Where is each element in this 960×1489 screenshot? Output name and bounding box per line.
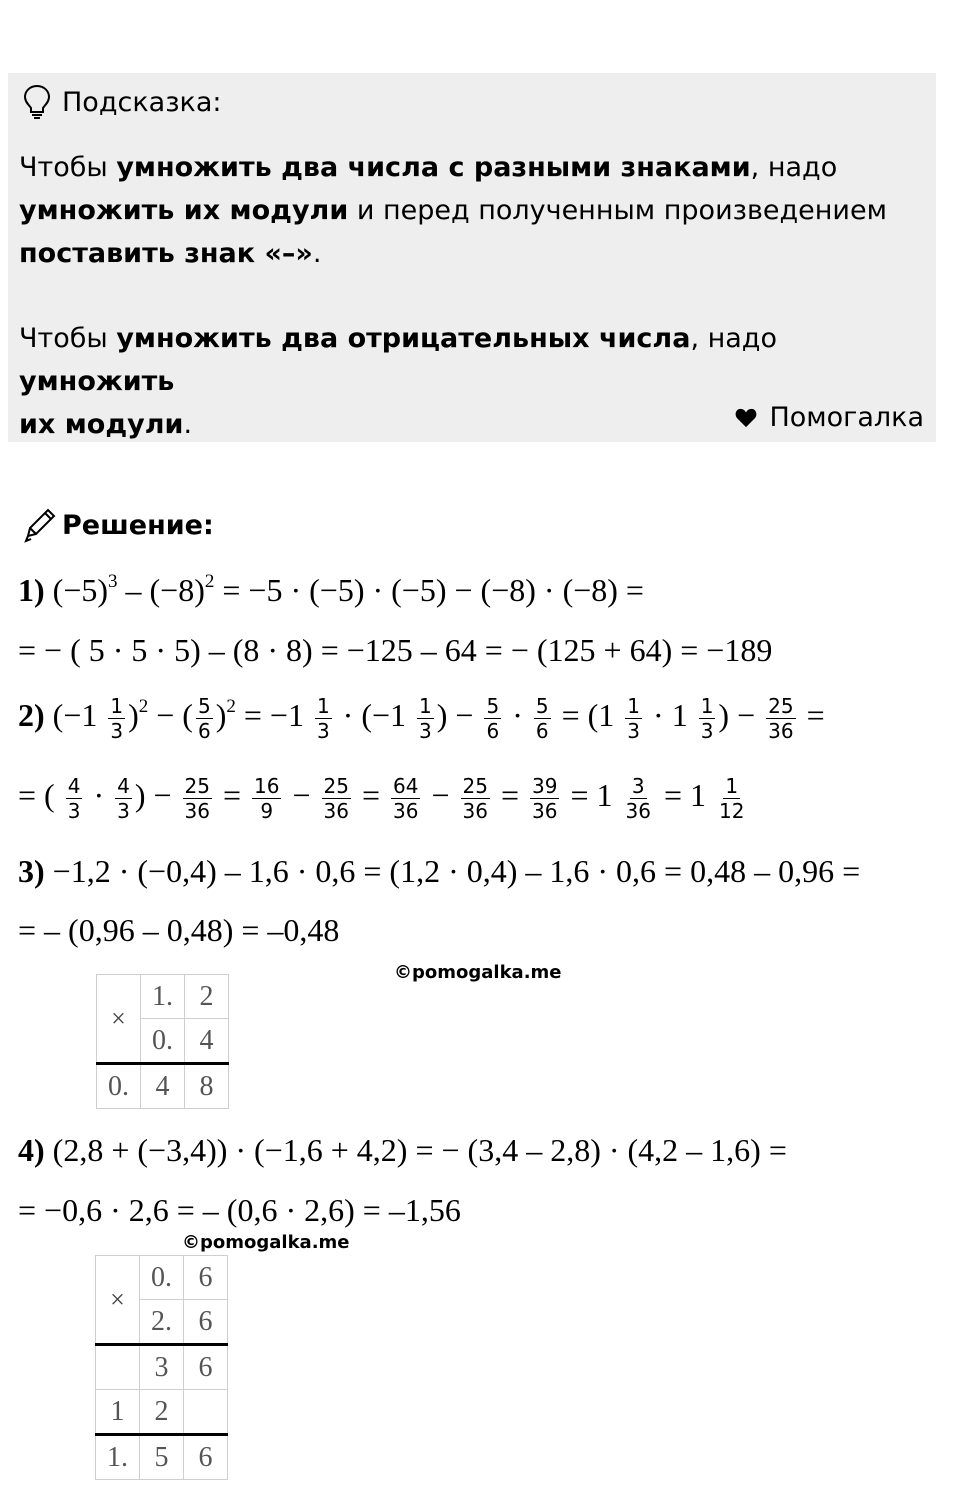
- calc-digit: 2.: [140, 1300, 184, 1345]
- hint-bold-text: умножить два отрицательных числа: [116, 323, 691, 354]
- equation-line-3a: [18, 853, 860, 890]
- equation-line-2a: 2) (−1 $\frac{1}{3}$ )$^2$ − ( $\frac{5}{6}$ )$^2$ = −1 $\frac{1}{3}$ · (−1 $\frac{1}{3}$ ) − $\frac{5}{6}$ · $\frac{5}{6}$ = (1 $\frac{1}{3}$ · 1 $\frac{1}{3}$ ) − $\frac{25}{36}$ =: [18, 694, 825, 743]
- solution-title: Решение:: [62, 509, 214, 541]
- calc-result-digit: 5: [140, 1435, 184, 1480]
- calc-digit: 0.: [141, 1019, 185, 1064]
- calc-partial-digit: 6: [184, 1345, 228, 1390]
- equation-line-2b: = ( $\frac{4}{3}$ · $\frac{4}{3}$ ) − $\frac{25}{36}$ = $\frac{16}{9}$ − $\frac{25}{36}$ = $\frac{64}{36}$ − $\frac{25}{36}$ = $\frac{39}{36}$ = 1 $\frac{3}{36}$ = 1 $\frac{1}{12}$: [18, 774, 745, 823]
- calc-result-digit: 6: [184, 1435, 228, 1480]
- hint-bold-text: умножить два числа с разными знаками: [116, 152, 751, 183]
- brand-name: Помогалка: [769, 402, 924, 433]
- fraction: $\frac{25}{36}$: [768, 694, 794, 743]
- equation-line-4b: = −0,6 · 2,6 = – (0,6 · 2,6) = –1,56: [18, 1192, 461, 1228]
- multiply-sign: ×: [97, 975, 141, 1064]
- fraction: $\frac{1}{12}$: [719, 774, 745, 823]
- brand-signature: [735, 402, 924, 433]
- calc-digit: 6: [184, 1300, 228, 1345]
- fraction: $\frac{25}{36}$: [323, 774, 349, 823]
- equation-line-3b: = – (0,96 – 0,48) = –0,48: [18, 912, 340, 948]
- fraction: $\frac{1}{3}$: [419, 694, 432, 743]
- equation-line-1a: 1) $(-5)^3 - (-8)^2 = -5 \cdot (-5) \cdot (-5) - (-8) \cdot (-8)$ =: [18, 571, 644, 608]
- equation-line-4a: [18, 1132, 787, 1169]
- task-number: 4): [18, 1132, 45, 1168]
- pencil-icon: [22, 506, 58, 544]
- column-multiplication-2: [95, 1255, 228, 1480]
- watermark: ©pomogalka.me: [394, 962, 562, 983]
- equation-line-1b: = − ( 5 · 5 · 5) – (8 · 8) = −125 – 64 = − (125 + 64) = −189: [18, 632, 773, 668]
- calc-digit: 4: [185, 1019, 229, 1064]
- fraction: $\frac{4}{3}$: [67, 774, 81, 823]
- calc-partial-digit: 3: [140, 1345, 184, 1390]
- fraction: $\frac{3}{36}$: [625, 774, 651, 823]
- hint-paragraph-1: [19, 146, 919, 275]
- hint-text: и перед полученным произведением: [348, 195, 887, 226]
- fraction: $\frac{5}{6}$: [486, 694, 500, 743]
- calc-digit: 1.: [141, 975, 185, 1019]
- calc-digit: 2: [185, 975, 229, 1019]
- calc-digit: 6: [184, 1256, 228, 1300]
- task-number: 2): [18, 696, 45, 733]
- hint-text: Чтобы: [19, 323, 117, 354]
- hint-header: [22, 84, 222, 120]
- fraction: $\frac{1}{3}$: [316, 694, 330, 743]
- calc-partial-digit: 2: [140, 1390, 184, 1435]
- calc-partial-digit: 1: [96, 1390, 140, 1435]
- fraction: $\frac{64}{36}$: [393, 774, 419, 823]
- hint-text: .: [312, 238, 322, 269]
- task-number: 1): [18, 572, 45, 608]
- fraction: $\frac{39}{36}$: [532, 774, 558, 823]
- fraction: $\frac{5}{6}$: [535, 694, 549, 743]
- solution-header: [22, 505, 214, 545]
- task-number: 3): [18, 853, 45, 889]
- hint-bold-text: поставить знак «–»: [19, 238, 313, 269]
- calc-partial-digit: [96, 1345, 140, 1390]
- fraction: $\frac{5}{6}$: [197, 694, 211, 743]
- calc-result-digit: 0.: [97, 1064, 141, 1109]
- equation-text: −1,2 · (−0,4) – 1,6 · 0,6 = (1,2 · 0,4) – 1,6 · 0,6 = 0,48 – 0,96 =: [44, 853, 861, 889]
- fraction: $\frac{25}{36}$: [184, 774, 210, 823]
- fraction: $\frac{4}{3}$: [117, 774, 130, 823]
- watermark: ©pomogalka.me: [182, 1232, 350, 1253]
- fraction: $\frac{1}{3}$: [627, 694, 641, 743]
- hint-bold-text: умножить: [19, 366, 175, 397]
- hint-text: , надо: [690, 323, 777, 354]
- multiply-sign: ×: [96, 1256, 140, 1345]
- hint-bold-text: умножить их модули: [19, 195, 349, 226]
- fraction: $\frac{1}{3}$: [110, 694, 124, 743]
- fraction: $\frac{16}{9}$: [254, 774, 280, 823]
- hint-text: Чтобы: [19, 152, 117, 183]
- equation-text: (2,8 + (−3,4)) · (−1,6 + 4,2) = − (3,4 – 2,8) · (4,2 – 1,6) =: [44, 1132, 787, 1168]
- hint-bold-text: их модули: [19, 409, 184, 440]
- column-multiplication-1: [96, 974, 229, 1109]
- calc-result-digit: 8: [185, 1064, 229, 1109]
- calc-result-digit: 4: [141, 1064, 185, 1109]
- fraction: $\frac{25}{36}$: [462, 774, 488, 823]
- calc-digit: 0.: [140, 1256, 184, 1300]
- lightbulb-icon: [22, 84, 52, 120]
- hint-text: , надо: [750, 152, 838, 183]
- calc-partial-digit: [184, 1390, 228, 1435]
- hint-title: Подсказка:: [62, 86, 222, 118]
- heart-icon: [735, 408, 757, 428]
- calc-result-digit: 1.: [96, 1435, 140, 1480]
- fraction: $\frac{1}{3}$: [700, 694, 714, 743]
- hint-text: .: [183, 409, 193, 440]
